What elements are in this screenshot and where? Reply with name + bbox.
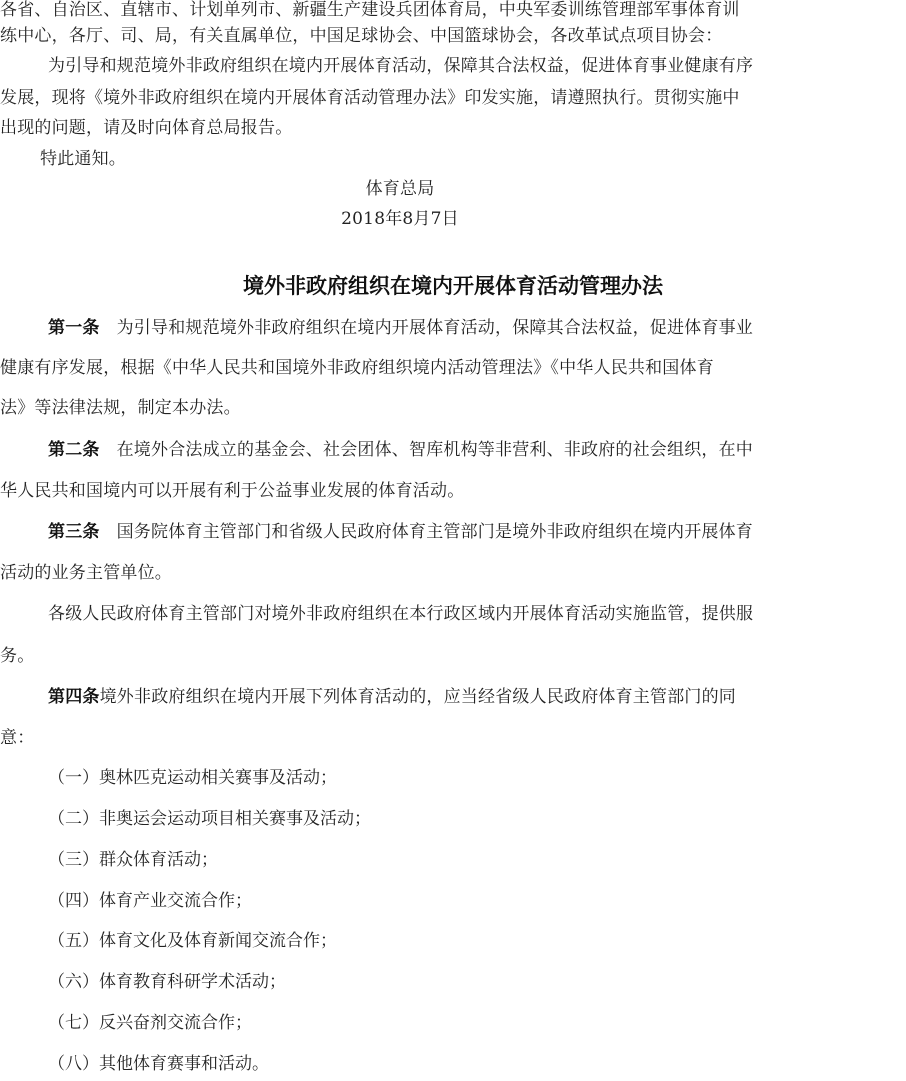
list-item: （五）体育文化及体育新闻交流合作； <box>48 931 337 951</box>
recipients-line-2: 练中心，各厅、司、局，有关直属单位，中国足球协会、中国篮球协会，各改革试点项目协会： <box>0 26 723 46</box>
article-4-line-2: 意： <box>0 728 35 748</box>
article-4-label: 第四条 <box>48 687 100 707</box>
list-item: （八）其他体育赛事和活动。 <box>48 1054 269 1074</box>
notice-closing: 特此通知。 <box>40 149 126 169</box>
notice-body-line-3: 出现的问题，请及时向体育总局报告。 <box>0 118 293 138</box>
list-item: （七）反兴奋剂交流合作； <box>48 1013 252 1033</box>
article-1-label: 第一条 <box>48 318 100 338</box>
article-1-line-3: 法》等法律法规，制定本办法。 <box>0 398 241 418</box>
recipients-line-1: 各省、自治区、直辖市、计划单列市、新疆生产建设兵团体育局，中央军委训练管理部军事体育训 <box>0 0 740 20</box>
article-2-line-1 <box>48 439 906 461</box>
article-4-line-1 <box>48 686 906 708</box>
article-3-para-2-line-1: 各级人民政府体育主管部门对境外非政府组织在本行政区域内开展体育活动实施监管，提供服 <box>48 604 754 624</box>
article-4-text: 境外非政府组织在境内开展下列体育活动的，应当经省级人民政府体育主管部门的同 <box>99 687 737 707</box>
notice-body-line-2: 发展，现将《境外非政府组织在境内开展体育活动管理办法》印发实施，请遵照执行。贯彻实施中 <box>0 88 740 108</box>
issue-date: 2018年8月7日 <box>341 209 459 229</box>
article-2-line-2: 华人民共和国境内可以开展有利于公益事业发展的体育活动。 <box>0 481 465 501</box>
article-3-para-2-line-2: 务。 <box>0 646 35 666</box>
article-3-line-1 <box>48 521 906 543</box>
issuer-name: 体育总局 <box>365 179 435 199</box>
list-item: （三）群众体育活动； <box>48 850 218 870</box>
list-item: （二）非奥运会运动项目相关赛事及活动； <box>48 809 371 829</box>
article-1-line-2: 健康有序发展，根据《中华人民共和国境外非政府组织境内活动管理法》《中华人民共和国体育 <box>0 358 714 378</box>
article-3-text: 国务院体育主管部门和省级人民政府体育主管部门是境外非政府组织在境内开展体育 <box>116 522 754 542</box>
notice-body-line-1: 为引导和规范境外非政府组织在境内开展体育活动，保障其合法权益，促进体育事业健康有序 <box>48 56 754 76</box>
article-2-label: 第二条 <box>48 440 100 460</box>
regulation-title: 境外非政府组织在境内开展体育活动管理办法 <box>243 274 663 298</box>
article-3-label: 第三条 <box>48 522 100 542</box>
article-1-line-1 <box>48 317 906 339</box>
article-1-text: 为引导和规范境外非政府组织在境内开展体育活动，保障其合法权益，促进体育事业 <box>116 318 754 338</box>
list-item: （六）体育教育科研学术活动； <box>48 972 286 992</box>
article-2-text: 在境外合法成立的基金会、社会团体、智库机构等非营利、非政府的社会组织，在中 <box>116 440 754 460</box>
list-item: （四）体育产业交流合作； <box>48 891 252 911</box>
article-3-line-2: 活动的业务主管单位。 <box>0 563 172 583</box>
list-item: （一）奥林匹克运动相关赛事及活动； <box>48 768 337 788</box>
